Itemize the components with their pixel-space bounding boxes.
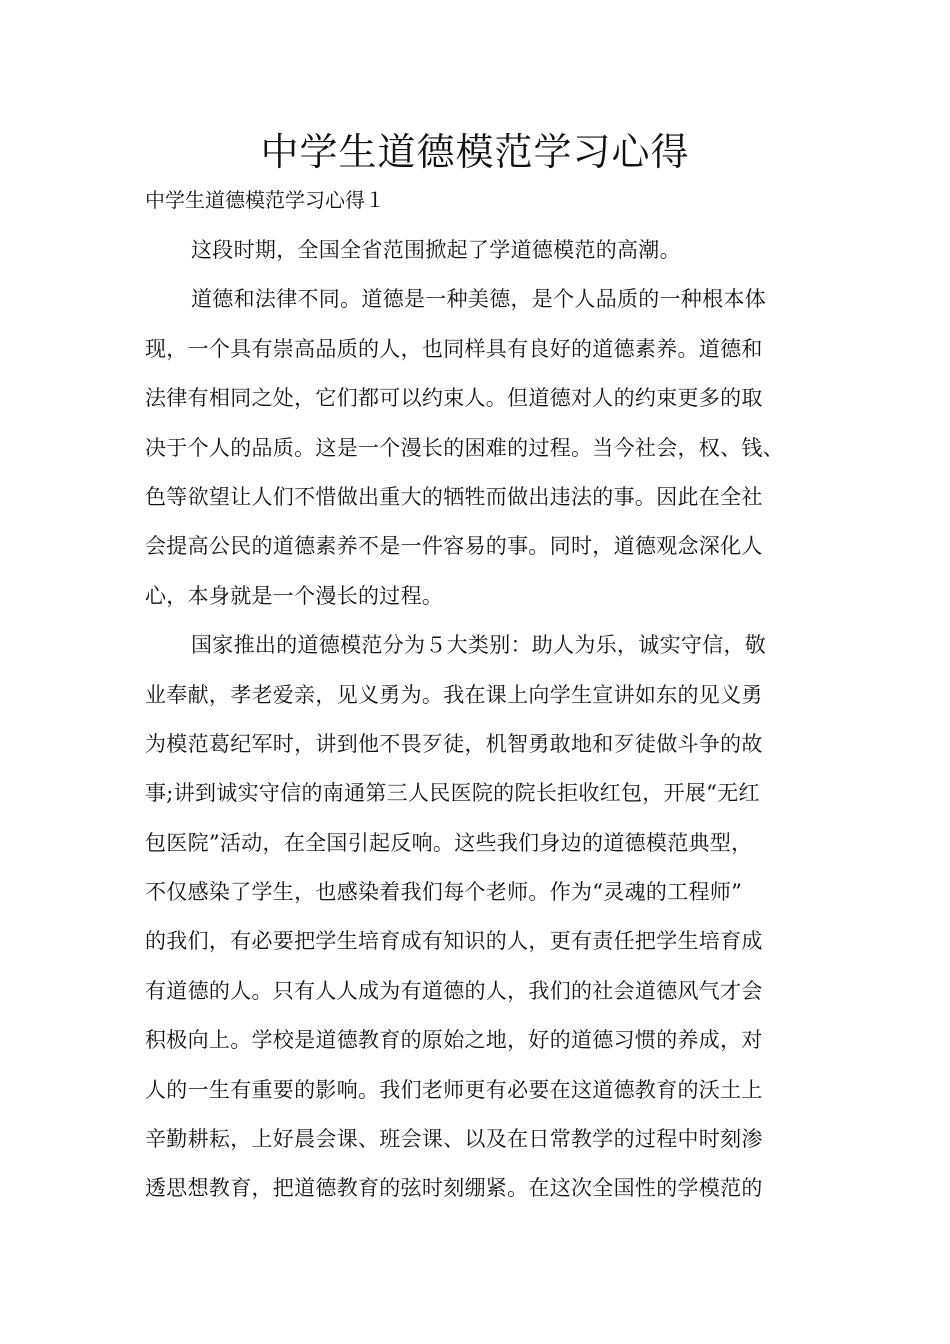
text-line: 不仅感染了学生，也感染着我们每个老师。作为“灵魂的工程师” <box>145 880 743 905</box>
document-title: 中学生道德模范学习心得 <box>260 130 690 174</box>
text-line: 事;讲到诚实守信的南通第三人民医院的院长拒收红包，开展“无红 <box>145 781 760 806</box>
text-line: 这段时期，全国全省范围掀起了学道德模范的高潮。 <box>191 238 681 262</box>
text-line: 辛勤耕耘，上好晨会课、班会课、以及在日常教学的过程中时刻渗 <box>145 1127 763 1152</box>
text-line: 会提高公民的道德素养不是一件容易的事。同时，道德观念深化人 <box>145 534 763 559</box>
text-line: 决于个人的品质。这是一个漫长的困难的过程。当今社会，权、钱、 <box>145 435 784 460</box>
text-line: 积极向上。学校是道德教育的原始之地，好的道德习惯的养成，对 <box>145 1028 763 1053</box>
text-line: 人的一生有重要的影响。我们老师更有必要在这道德教育的沃土上 <box>145 1077 763 1102</box>
body-text <box>145 232 835 1220</box>
text-line: 心，本身就是一个漫长的过程。 <box>145 583 444 608</box>
text-line: 的我们，有必要把学生培育成有知识的人，更有责任把学生培育成 <box>145 929 763 954</box>
text-line: 为模范葛纪军时，讲到他不畏歹徒，机智勇敢地和歹徒做斗争的故 <box>145 731 763 756</box>
text-line: 有道德的人。只有人人成为有道德的人，我们的社会道德风气才会 <box>145 978 763 1003</box>
section-heading: 中学生道德模范学习心得１ <box>145 188 385 212</box>
text-line: 现，一个具有崇高品质的人，也同样具有良好的道德素养。道德和 <box>145 336 763 361</box>
text-line: 道德和法律不同。道德是一种美德，是个人品质的一种根本体 <box>191 287 767 312</box>
text-line: 色等欲望让人们不惜做出重大的牺牲而做出违法的事。因此在全社 <box>145 484 763 509</box>
text-line: 法律有相同之处，它们都可以约束人。但道德对人的约束更多的取 <box>145 386 763 411</box>
text-line: 透思想教育，把道德教育的弦时刻绷紧。在这次全国性的学模范的 <box>145 1176 763 1201</box>
text-line: 业奉献，孝老爱亲，见义勇为。我在课上向学生宣讲如东的见义勇 <box>145 682 763 707</box>
text-line: 国家推出的道德模范分为５大类别：助人为乐，诚实守信，敬 <box>191 633 767 658</box>
text-line: 包医院”活动，在全国引起反响。这些我们身边的道德模范典型， <box>145 830 753 855</box>
